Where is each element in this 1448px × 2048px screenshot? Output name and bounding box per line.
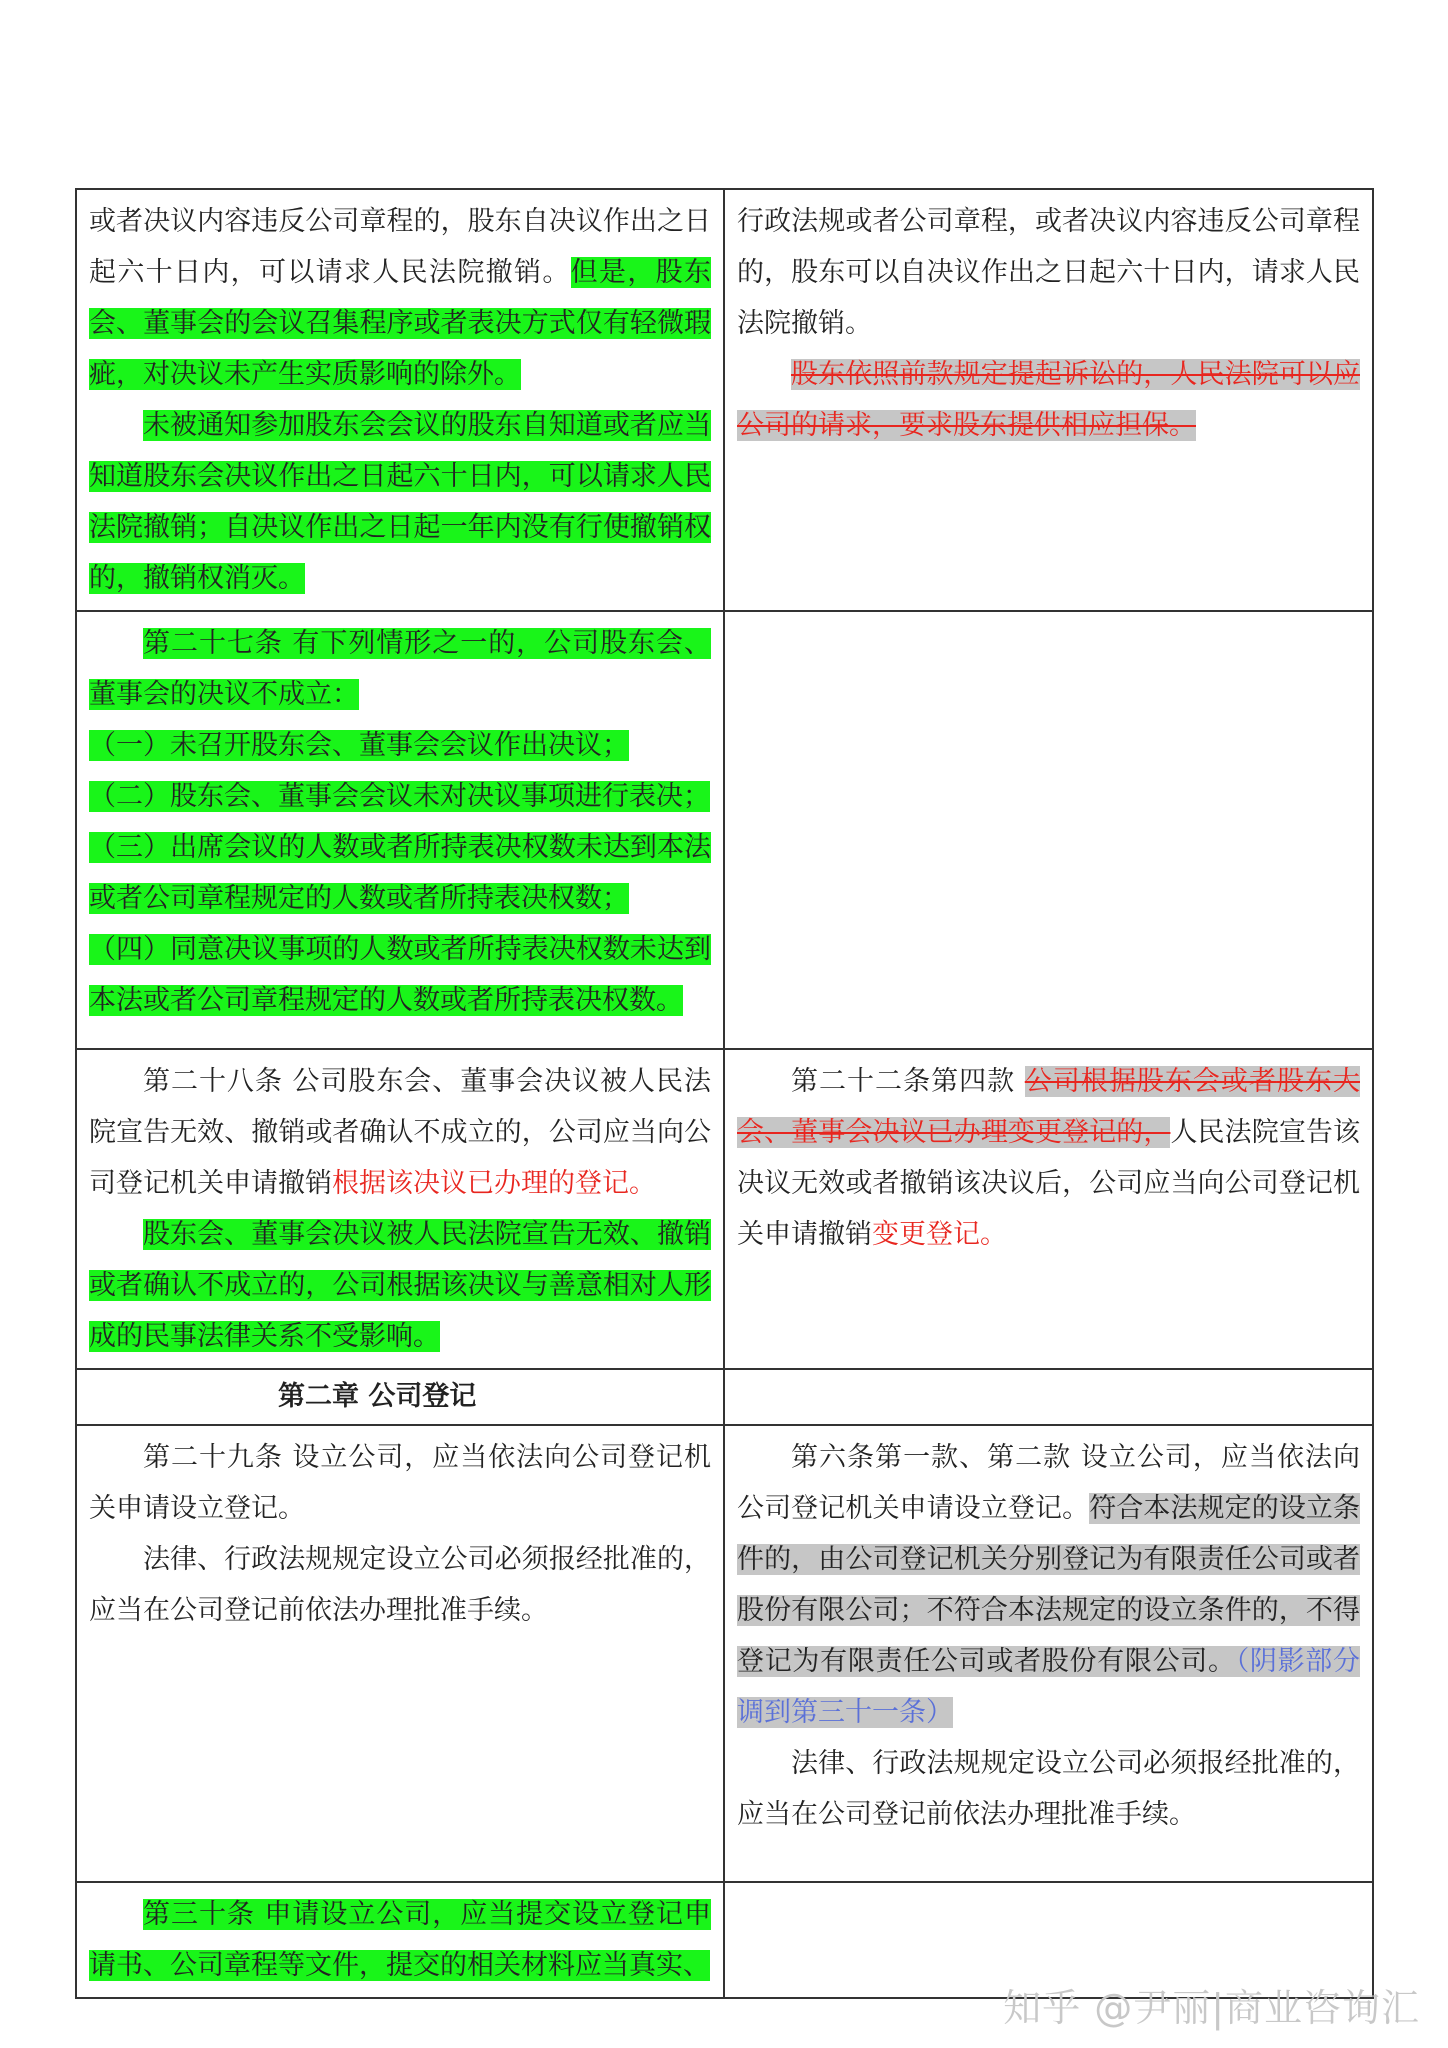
paragraph: [89, 618, 711, 720]
table-row: [76, 1369, 1373, 1425]
chapter-heading: 第二章 公司登记: [278, 1381, 477, 1412]
added-text: 根据该决议已办理的登记。: [332, 1168, 656, 1199]
paragraph: 法律、行政法规规定设立公司必须报经批准的，应当在公司登记前依法办理批准手续。: [89, 1544, 711, 1626]
deleted-text: 股东大会、董事会决议已办理变更登记的，: [737, 1066, 1360, 1148]
right-cell-empty: [724, 1369, 1373, 1425]
watermark: 知乎 @尹丽|商业咨询汇: [1003, 1986, 1420, 2030]
text: 或者决议内容违反公司章程的，股东自决议作出之日起六十日内，可以请求人民法院撤销。: [89, 206, 711, 288]
left-cell: [76, 1425, 724, 1882]
list-item: （二）股东会、董事会会议未对决议事项进行表决；: [89, 781, 710, 812]
right-cell: [724, 1049, 1373, 1369]
left-cell: [76, 1049, 724, 1369]
paragraph: 行政法规或者公司章程，或者决议内容违反公司章程的，股东可以自决议作出之日起六十日内，请求人民法院撤销。: [737, 206, 1360, 339]
highlighted-text: 第二十七条 有下列情形之一的，公司股东会、董事会的决议不成立：: [89, 628, 711, 710]
shaded-text: 符合本法规定的设立条件的，由公司登记机关分别登记为有限责任公司或者股份有限公司；不符合本法规定的设立条件的，不得登记为有限责任公司或者股份有限公司。: [737, 1493, 1361, 1677]
highlighted-text: 未被通知参加股东会会议的股东自知道或者应当知道股东会决议作出之日起六十日内，可以请求人民法院撤销；自决议作出之日起一年内没有行使撤销权的，撤销权消灭。: [89, 410, 711, 594]
chapter-heading-cell: [76, 1369, 724, 1425]
paragraph: [89, 1209, 711, 1362]
paragraph: [89, 196, 711, 400]
table-row: [76, 611, 1373, 1049]
paragraph: 法律、行政法规规定设立公司必须报经批准的，应当在公司登记前依法办理批准手续。: [737, 1748, 1360, 1830]
highlighted-text: 但是，股东会、董事会的会议召集程序或者表决方式仅有轻微瑕疵，对决议未产生实质影响的除外。: [89, 257, 712, 390]
note-text: （阴影部分调到第三十一条）: [737, 1646, 1361, 1728]
red-text: 变更登记。: [872, 1219, 1007, 1250]
paragraph: 第二十二条第四款 公司根据股东会或者股东大会、董事会决议已办理变更登记的，人民法院宣告该决议无效或者撤销该决议后，公司应当向公司登记机关申请撤销变更登记。: [737, 1066, 1361, 1250]
deleted-text: 股东依照前款规定提起诉讼的，人民法院可以应公司的请求，要求股东提供相应担保。: [737, 359, 1360, 441]
table-row: [76, 1049, 1373, 1369]
paragraph: 第二十八条 公司股东会、董事会决议被人民法院宣告无效、撤销或者确认不成立的，公司应当向公司登记机关申请撤销根据该决议已办理的登记。: [89, 1066, 711, 1199]
right-cell-empty: [724, 611, 1373, 1049]
table-row: [76, 189, 1373, 611]
list-item: （一）未召开股东会、董事会会议作出决议；: [89, 730, 629, 761]
paragraph: [89, 400, 711, 604]
left-cell: [76, 1882, 724, 1998]
paragraph: [89, 1889, 711, 1991]
deleted-text: 公司根据股东会或者: [1024, 1066, 1277, 1097]
left-cell: [76, 611, 724, 1049]
law-comparison-table: [75, 188, 1374, 1999]
highlighted-text: 股东会、董事会决议被人民法院宣告无效、撤销或者确认不成立的，公司根据该决议与善意相对人形成的民事法律关系不受影响。: [89, 1219, 711, 1352]
left-cell: [76, 189, 724, 611]
paragraph: 第二十九条 设立公司，应当依法向公司登记机关申请设立登记。: [89, 1442, 711, 1524]
right-cell: [724, 1425, 1373, 1882]
list-item: （三）出席会议的人数或者所持表决权数未达到本法或者公司章程规定的人数或者所持表决权数；: [89, 832, 711, 914]
list-item: （四）同意决议事项的人数或者所持表决权数未达到本法或者公司章程规定的人数或者所持表决权数。: [89, 934, 711, 1016]
paragraph: [737, 349, 1360, 451]
table-row: [76, 1425, 1373, 1882]
paragraph: 第六条第一款、第二款 设立公司，应当依法向公司登记机关申请设立登记。符合本法规定的设立条件的，由公司登记机关分别登记为有限责任公司或者股份有限公司；不符合本法规定的设立条件的，不得登记为有限责任公司或者股份有限公司。（阴影部分调到第三十一条）: [737, 1442, 1361, 1728]
highlighted-text: 第三十条 申请设立公司，应当提交设立登记申请书、公司章程等文件，提交的相关材料应当真实、: [89, 1899, 711, 1981]
right-cell: [724, 189, 1373, 611]
